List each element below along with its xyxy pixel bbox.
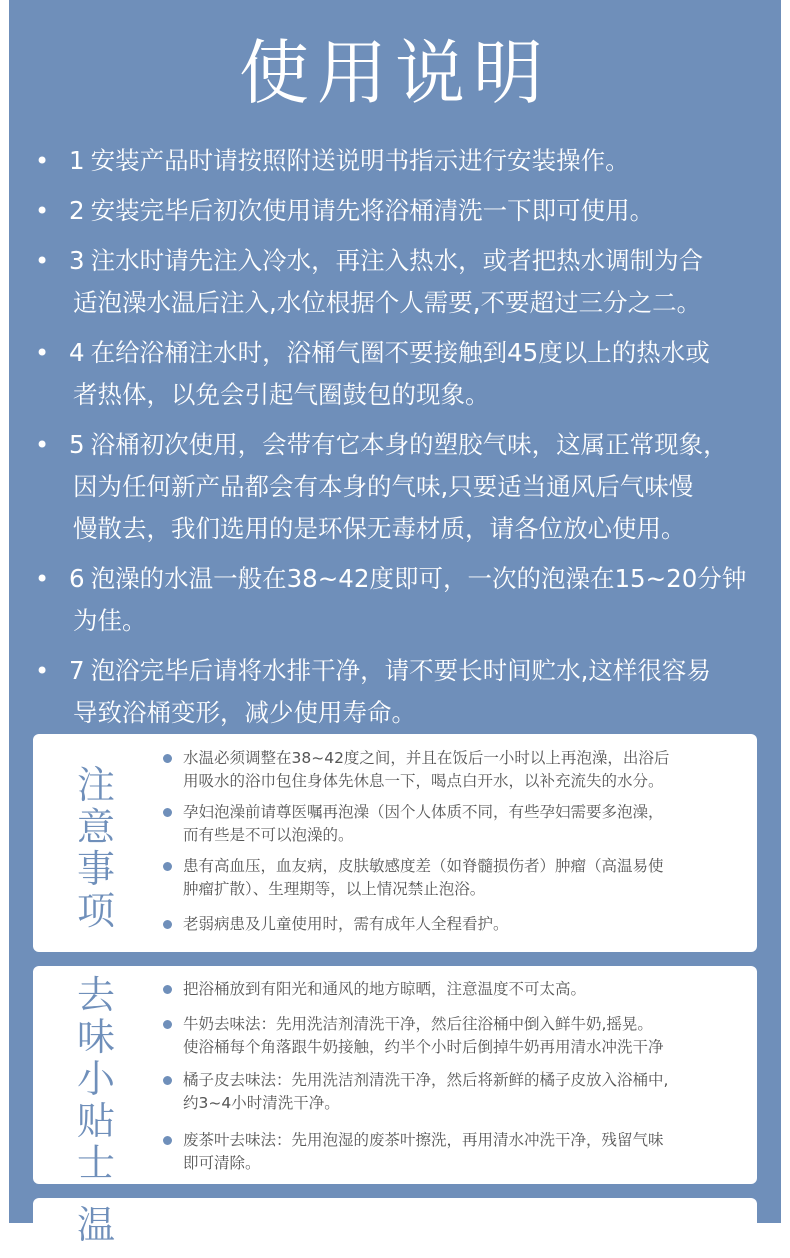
- dot-icon: [163, 1020, 172, 1029]
- notice-item-line: 水温必须调整在38~42度之间，并且在饭后一小时以上再泡澡，出浴后: [183, 749, 670, 767]
- instruction-number: 6: [69, 564, 85, 593]
- instruction-text: 安装完毕后初次使用请先将浴桶清洗一下即可使用。: [90, 196, 655, 225]
- page-title: 使用说明: [239, 32, 551, 114]
- tips-item-line: 约3~4小时清洗干净。: [183, 1094, 340, 1112]
- notice-item: [161, 801, 749, 847]
- instruction-line: 适泡澡水温后注入,水位根据个人需要,不要超过三分之二。: [73, 288, 702, 317]
- bullet-icon: •: [35, 247, 50, 275]
- notice-item-line: 孕妇泡澡前请尊医嘱再泡澡（因个人体质不同，有些孕妇需要多泡澡，: [183, 803, 664, 821]
- instruction-line: [69, 190, 773, 232]
- instruction-text: 浴桶初次使用，会带有它本身的塑胶气味，这属正常现象，: [90, 430, 728, 459]
- instruction-number: 3: [69, 246, 85, 275]
- tips-title-char: 贴: [76, 1099, 115, 1143]
- instruction-line: [69, 424, 773, 466]
- dot-icon: [163, 985, 172, 994]
- dot-icon: [163, 1136, 172, 1145]
- instruction-line: [69, 650, 773, 692]
- bullet-icon: •: [35, 197, 50, 225]
- instruction-item: [31, 650, 773, 734]
- notice-title-char: 事: [76, 847, 115, 891]
- notice-list: [161, 747, 749, 936]
- tips-item: [161, 1069, 749, 1115]
- instruction-text: 泡澡的水温一般在38~42度即可，一次的泡澡在15~20分钟: [90, 564, 747, 593]
- instruction-item: [31, 424, 773, 550]
- instruction-item: [31, 190, 773, 232]
- dot-icon: [163, 808, 172, 817]
- dot-icon: [163, 754, 172, 763]
- instruction-line: 导致浴桶变形，减少使用寿命。: [73, 698, 416, 727]
- tips-card: [33, 966, 757, 1184]
- notice-item-line: 老弱病患及儿童使用时，需有成年人全程看护。: [183, 915, 509, 933]
- instruction-line: [69, 240, 773, 282]
- notice-title-char: 项: [76, 889, 115, 933]
- tips-list: [161, 978, 749, 1175]
- instruction-line: [69, 140, 773, 182]
- notice-item: [161, 747, 749, 793]
- instructions-list: [31, 140, 773, 742]
- notice-item-line: 而有些是不可以泡澡的。: [183, 826, 354, 844]
- instruction-text: 泡浴完毕后请将水排干净，请不要长时间贮水,这样很容易: [90, 656, 711, 685]
- instruction-item: [31, 332, 773, 416]
- instruction-line: 因为任何新产品都会有本身的气味,只要适当通风后气味慢: [73, 472, 694, 501]
- notice-item: [161, 855, 749, 901]
- instruction-line: [69, 558, 773, 600]
- tips-item: [161, 1129, 749, 1175]
- tips-item-line: 使浴桶每个角落跟牛奶接触，约半个小时后倒掉牛奶再用清水冲洗干净: [183, 1038, 664, 1056]
- bullet-icon: •: [35, 339, 50, 367]
- notice-title-char: 注: [76, 763, 115, 807]
- partial-card: [33, 1198, 757, 1258]
- instruction-number: 2: [69, 196, 85, 225]
- instructions-panel: [9, 0, 781, 1247]
- instruction-number: 1: [69, 146, 85, 175]
- tips-item-line: 废茶叶去味法：先用泡湿的废茶叶擦洗，再用清水冲洗干净，残留气味: [183, 1131, 664, 1149]
- instruction-text: 注水时请先注入冷水，再注入热水，或者把热水调制为合: [90, 246, 704, 275]
- instruction-text: 安装产品时请按照附送说明书指示进行安装操作。: [90, 146, 630, 175]
- bullet-icon: •: [35, 657, 50, 685]
- instruction-line: 为佳。: [73, 606, 147, 635]
- instruction-item: [31, 240, 773, 324]
- dot-icon: [163, 1076, 172, 1085]
- tips-item-line: 牛奶去味法：先用洗洁剂清洗干净，然后往浴桶中倒入鲜牛奶,摇晃。: [183, 1015, 653, 1033]
- notice-item-line: 肿瘤扩散）、生理期等，以上情况禁止泡浴。: [183, 880, 486, 898]
- instruction-line: 慢散去，我们选用的是环保无毒材质，请各位放心使用。: [73, 514, 686, 543]
- tips-title-char: 味: [76, 1015, 115, 1059]
- notice-card: [33, 734, 757, 952]
- tips-item: [161, 978, 749, 1001]
- instruction-text: 在给浴桶注水时，浴桶气圈不要接触到45度以上的热水或: [90, 338, 710, 367]
- instruction-line: [69, 332, 773, 374]
- tips-card-title: [71, 974, 121, 1184]
- partial-card-title: 温: [76, 1203, 115, 1247]
- notice-title-char: 意: [76, 805, 115, 849]
- tips-item-line: 即可清除。: [183, 1154, 261, 1172]
- tips-item: [161, 1013, 749, 1059]
- tips-title-char: 士: [76, 1141, 115, 1185]
- bullet-icon: •: [35, 431, 50, 459]
- bullet-icon: •: [35, 565, 50, 593]
- notice-item-line: 用吸水的浴巾包住身体先休息一下，喝点白开水，以补充流失的水分。: [183, 772, 664, 790]
- instruction-number: 5: [69, 430, 85, 459]
- dot-icon: [163, 920, 172, 929]
- notice-item-line: 患有高血压，血友病，皮肤敏感度差（如脊髓损伤者）肿瘤（高温易使: [183, 857, 664, 875]
- notice-item: [161, 913, 749, 936]
- instruction-item: [31, 140, 773, 182]
- instruction-number: 4: [69, 338, 85, 367]
- bullet-icon: •: [35, 147, 50, 175]
- tips-item-line: 把浴桶放到有阳光和通风的地方晾晒，注意温度不可太高。: [183, 980, 587, 998]
- instruction-number: 7: [69, 656, 85, 685]
- dot-icon: [163, 862, 172, 871]
- tips-title-char: 小: [76, 1057, 115, 1101]
- tips-item-line: 橘子皮去味法：先用洗洁剂清洗干净，然后将新鲜的橘子皮放入浴桶中,: [183, 1071, 669, 1089]
- instruction-line: 者热体，以免会引起气圈鼓包的现象。: [73, 380, 490, 409]
- notice-card-title: [71, 764, 121, 932]
- instruction-item: [31, 558, 773, 642]
- tips-title-char: 去: [76, 973, 115, 1017]
